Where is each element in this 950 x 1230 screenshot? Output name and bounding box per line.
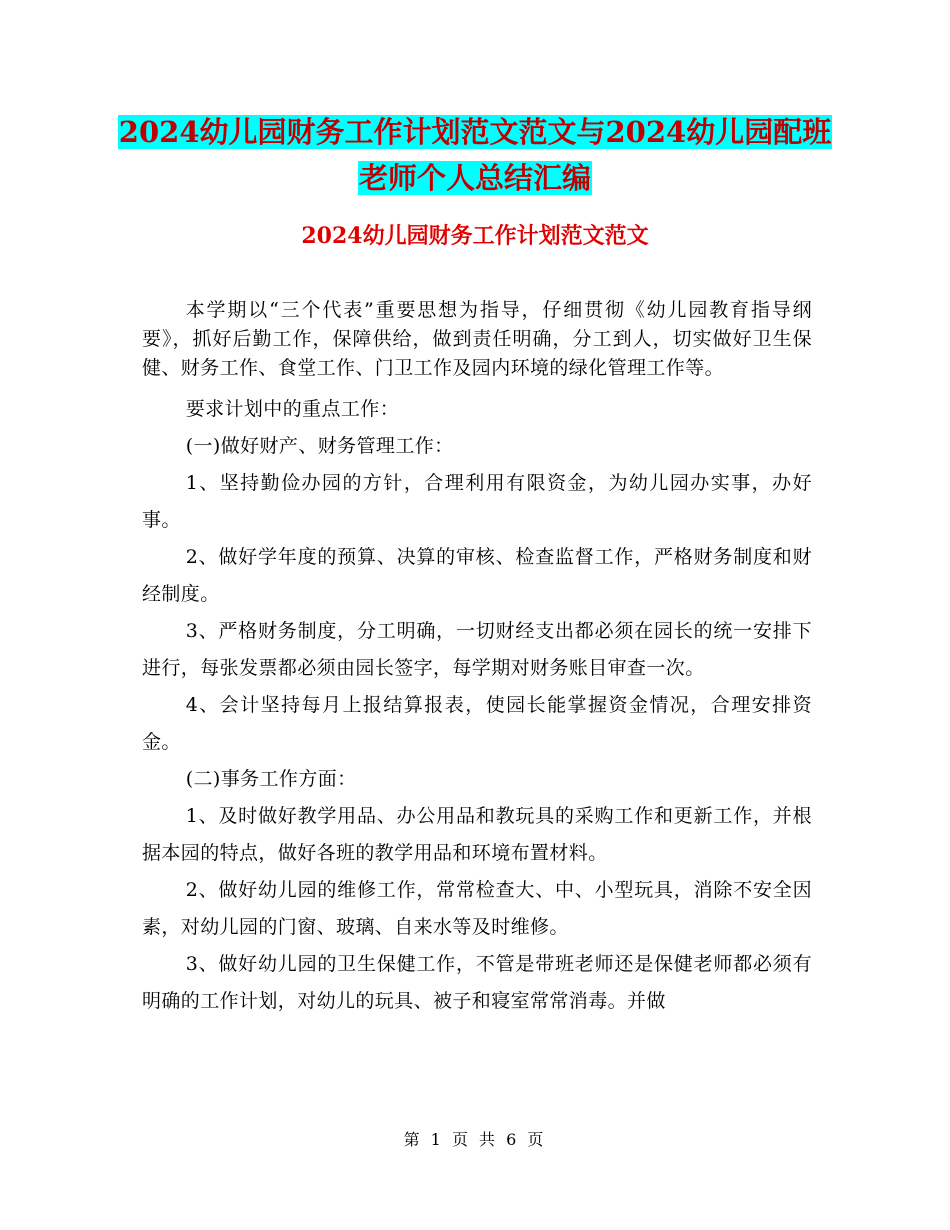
paragraph: 2、做好学年度的预算、决算的审核、检查监督工作，严格财务制度和财经制度。 xyxy=(142,546,812,605)
paragraph: 1、坚持勤俭办园的方针，合理利用有限资金，为幼儿园办实事，办好事。 xyxy=(142,472,812,531)
body-text xyxy=(142,296,812,1020)
document-title-line-1 xyxy=(0,112,950,152)
paragraph: (二)事务工作方面： xyxy=(185,768,357,790)
paragraph: 3、做好幼儿园的卫生保健工作，不管是带班老师还是保健老师都必须有明确的工作计划，对幼儿的玩具、被子和寝室常常消毒。并做 xyxy=(142,953,812,1012)
paragraph: 2、做好幼儿园的维修工作，常常检查大、中、小型玩具，消除不安全因素，对幼儿园的门窗、玻璃、自来水等及时维修。 xyxy=(142,879,812,938)
page-number-footer: 第 1 页 共 6 页 xyxy=(403,1130,547,1149)
title-highlight: 老师个人总结汇编 xyxy=(358,161,591,195)
title-highlight: 2024幼儿园财务工作计划范文范文与2024幼儿园配班 xyxy=(118,115,832,149)
paragraph: (一)做好财产、财务管理工作： xyxy=(185,435,454,457)
section-title: 2024幼儿园财务工作计划范文范文 xyxy=(301,223,649,249)
paragraph: 4、会计坚持每月上报结算报表，使园长能掌握资金情况，合理安排资金。 xyxy=(142,694,812,753)
document-title-line-2 xyxy=(0,158,950,198)
paragraph: 要求计划中的重点工作： xyxy=(185,398,400,420)
paragraph: 1、及时做好教学用品、办公用品和教玩具的采购工作和更新工作，并根据本园的特点，做好各班的教学用品和环境布置材料。 xyxy=(142,805,812,864)
paragraph: 本学期以“三个代表”重要思想为指导，仔细贯彻《幼儿园教育指导纲要》，抓好后勤工作，保障供给，做到责任明确，分工到人，切实做好卫生保健、财务工作、食堂工作、门卫工作及园内环境的绿化管理工作等。 xyxy=(142,299,812,379)
paragraph: 3、严格财务制度，分工明确，一切财经支出都必须在园长的统一安排下进行，每张发票都必须由园长签字，每学期对财务账目审查一次。 xyxy=(142,620,812,679)
